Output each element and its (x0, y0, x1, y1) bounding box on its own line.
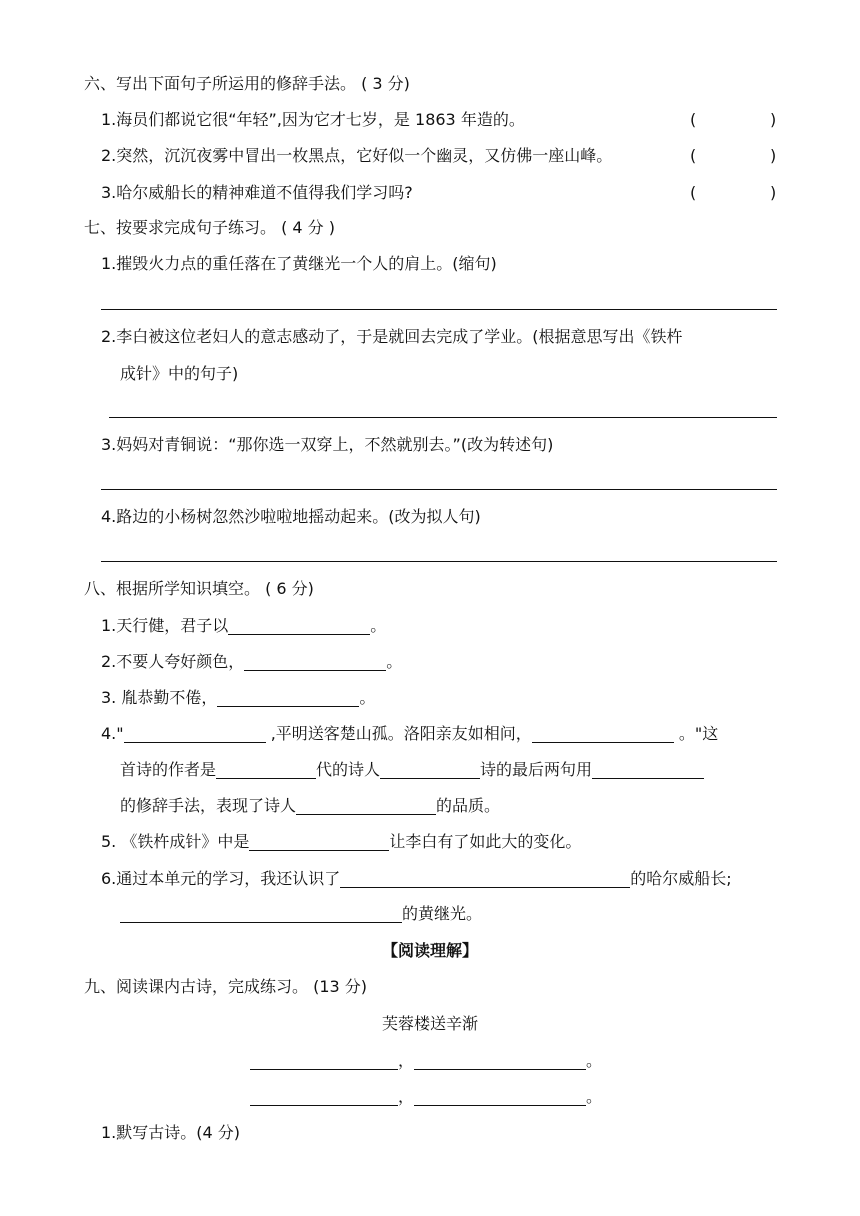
question-text: 的品质。 (436, 796, 501, 815)
question-text: 代的诗人 (316, 760, 381, 779)
section-7-title: 七、按要求完成句子练习。 ( 4 分 ) (84, 218, 336, 237)
answer-line[interactable] (101, 489, 777, 490)
sec8-question-4-line-2 (120, 759, 704, 781)
fill-blank[interactable] (414, 1087, 586, 1106)
sec7-question-1: 1.摧毁火力点的重任落在了黄继光一个人的肩上。(缩句) (101, 254, 497, 273)
question-text: 3. 胤恭勤不倦， (101, 688, 218, 707)
fill-blank[interactable] (250, 1087, 398, 1106)
comma: ， (398, 1087, 415, 1106)
sec8-question-2 (101, 651, 402, 673)
answer-paren-close: ) (770, 146, 777, 165)
sec7-question-2-line-2: 成针》中的句子) (120, 364, 239, 383)
sec6-question-1: 1.海员们都说它很“年轻”,因为它才七岁，是 1863 年造的。 (101, 110, 525, 129)
answer-paren-open: ( (690, 183, 697, 202)
answer-line[interactable] (101, 561, 777, 562)
fill-blank[interactable] (296, 796, 436, 815)
question-text: 诗的最后两句用 (480, 760, 593, 779)
period: 。 (586, 1051, 603, 1070)
question-text: 首诗的作者是 (120, 760, 217, 779)
reading-comprehension-header: 【阅读理解】 (381, 941, 478, 960)
period: 。 (586, 1087, 603, 1106)
fill-blank[interactable] (250, 1051, 398, 1070)
answer-paren-open: ( (690, 146, 697, 165)
fill-blank[interactable] (217, 688, 359, 707)
fill-blank[interactable] (228, 616, 370, 635)
sec8-question-5 (101, 831, 581, 853)
question-text: 4." (101, 724, 124, 743)
answer-line[interactable] (109, 417, 777, 418)
comma: ， (398, 1051, 415, 1070)
question-text: 。 (370, 616, 387, 635)
fill-blank[interactable] (414, 1051, 586, 1070)
sec8-question-6-line-2 (120, 903, 482, 925)
section-9-title: 九、阅读课内古诗，完成练习。 (13 分) (84, 977, 368, 996)
question-text: 的哈尔威船长; (630, 869, 732, 888)
answer-paren-close: ) (770, 110, 777, 129)
answer-paren-open: ( (690, 110, 697, 129)
sec8-question-4-line-1 (101, 723, 718, 745)
fill-blank[interactable] (249, 832, 389, 851)
fill-blank[interactable] (592, 760, 704, 779)
fill-blank[interactable] (380, 760, 480, 779)
question-text: 的修辞手法，表现了诗人 (120, 796, 297, 815)
sec8-question-3 (101, 687, 375, 709)
fill-blank[interactable] (120, 904, 402, 923)
question-text: 让李白有了如此大的变化。 (389, 832, 582, 851)
question-text: 。 (386, 652, 403, 671)
question-text: 。"这 (673, 724, 719, 743)
sec7-question-4: 4.路边的小杨树忽然沙啦啦地摇动起来。(改为拟人句) (101, 507, 481, 526)
question-text: ,平明送客楚山孤。洛阳亲友如相问， (265, 724, 532, 743)
sec6-question-2: 2.突然，沉沉夜雾中冒出一枚黑点，它好似一个幽灵，又仿佛一座山峰。 (101, 146, 613, 165)
sec7-question-2-line-1: 2.李白被这位老妇人的意志感动了，于是就回去完成了学业。(根据意思写出《铁杵 (101, 327, 683, 346)
fill-blank[interactable] (532, 724, 674, 743)
sec8-question-1 (101, 615, 386, 637)
sec8-question-6-line-1 (101, 868, 732, 890)
fill-blank[interactable] (244, 652, 386, 671)
section-8-title: 八、根据所学知识填空。 ( 6 分) (84, 579, 314, 598)
question-text: 2.不要人夸好颜色， (101, 652, 245, 671)
question-text: 5. 《铁杵成针》中是 (101, 832, 250, 851)
question-text: 6.通过本单元的学习，我还认识了 (101, 869, 341, 888)
poem-title: 芙蓉楼送辛渐 (381, 1014, 478, 1033)
fill-blank[interactable] (216, 760, 316, 779)
sec8-question-4-line-3 (120, 795, 500, 817)
poem-line-1 (250, 1050, 602, 1072)
question-text: 的黄继光。 (402, 904, 483, 923)
sec6-question-3: 3.哈尔威船长的精神难道不值得我们学习吗? (101, 183, 413, 202)
sec9-question-1: 1.默写古诗。(4 分) (101, 1123, 241, 1142)
poem-line-2 (250, 1086, 602, 1108)
question-text: 。 (359, 688, 376, 707)
answer-paren-close: ) (770, 183, 777, 202)
section-6-title: 六、写出下面句子所运用的修辞手法。 ( 3 分) (84, 74, 410, 93)
fill-blank[interactable] (124, 724, 266, 743)
question-text: 1.天行健，君子以 (101, 616, 229, 635)
answer-line[interactable] (101, 309, 777, 310)
fill-blank[interactable] (340, 869, 630, 888)
sec7-question-3: 3.妈妈对青铜说：“那你选一双穿上，不然就别去。”(改为转述句) (101, 435, 554, 454)
